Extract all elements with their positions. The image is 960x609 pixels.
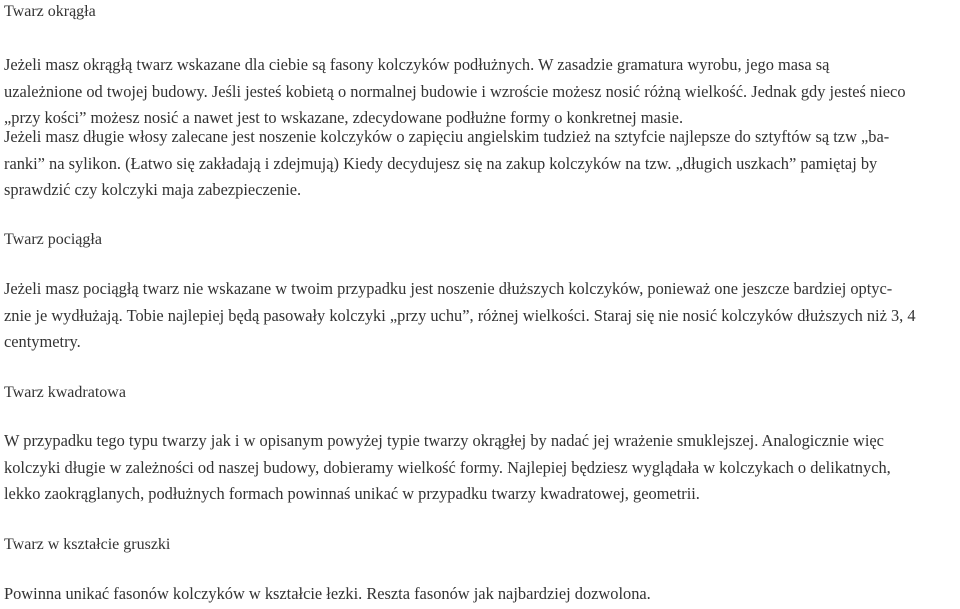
paragraph-square-face: [4, 428, 954, 508]
section-heading-pear-face: Twarz w kształcie gruszki: [4, 536, 171, 553]
text-line: znie je wydłużają. Tobie najlepiej będą pasowały kolczyki „przy uchu”, różnej wielkości. Staraj się nie nosić kolczyków dłuższych niż 3, 4: [4, 305, 916, 325]
text-line: Powinna unikać fasonów kolczyków w kształcie łezki. Reszta fasonów jak najbardziej dozwolona.: [4, 584, 651, 603]
text-line: „przy kości” możesz nosić a nawet jest to wskazane, zdecydowane podłużne formy o konkretnej masie.: [4, 108, 684, 128]
section-heading-square-face: Twarz kwadratowa: [4, 384, 126, 401]
text-line: W przypadku tego typu twarzy jak i w opisanym powyżej typie twarzy okrągłej by nadać jej wrażenie smuklejszej. Analogicznie więc: [4, 431, 884, 450]
paragraph-round-face-2: [4, 124, 954, 204]
text-line: Jeżeli masz długie włosy zalecane jest noszenie kolczyków o zapięciu angielskim tudzież na sztyfcie najlepsze do sztyftów są tzw „ba-: [4, 127, 890, 146]
text-line: Jeżeli masz okrągłą twarz wskazane dla ciebie są fasony kolczyków podłużnych. W zasadzie gramatura wyrobu, jego masa są: [4, 55, 830, 74]
text-line: sprawdzić czy kolczyki maja zabezpieczenie.: [4, 180, 302, 200]
text-line: Jeżeli masz pociągłą twarz nie wskazane w twoim przypadku jest noszenie dłuższych kolczyków, ponieważ one jeszcze bardziej optyc-: [4, 279, 893, 298]
text-line: lekko zaokrąglanych, podłużnych formach powinnaś unikać w przypadku twarzy kwadratowej, geometrii.: [4, 484, 700, 504]
paragraph-long-face: [4, 276, 954, 356]
paragraph-round-face-1: [4, 52, 954, 132]
text-line: centymetry.: [4, 332, 81, 352]
text-line: uzależnione od twojej budowy. Jeśli jesteś kobietą o normalnej budowie i wzroście możesz nosić różną wielkość. Jednak gdy jesteś nieco: [4, 81, 906, 101]
paragraph-pear-face: [4, 581, 954, 608]
section-heading-round-face: Twarz okrągła: [4, 3, 96, 20]
text-line: kolczyki długie w zależności od naszej budowy, dobieramy wielkość formy. Najlepiej będziesz wyglądała w kolczykach o delikatnych,: [4, 457, 891, 477]
section-heading-long-face: Twarz pociągła: [4, 231, 102, 248]
text-line: ranki” na sylikon. (Łatwo się zakładają i zdejmują) Kiedy decydujesz się na zakup kolczyków na tzw. „długich uszkach” pamiętaj by: [4, 153, 878, 173]
